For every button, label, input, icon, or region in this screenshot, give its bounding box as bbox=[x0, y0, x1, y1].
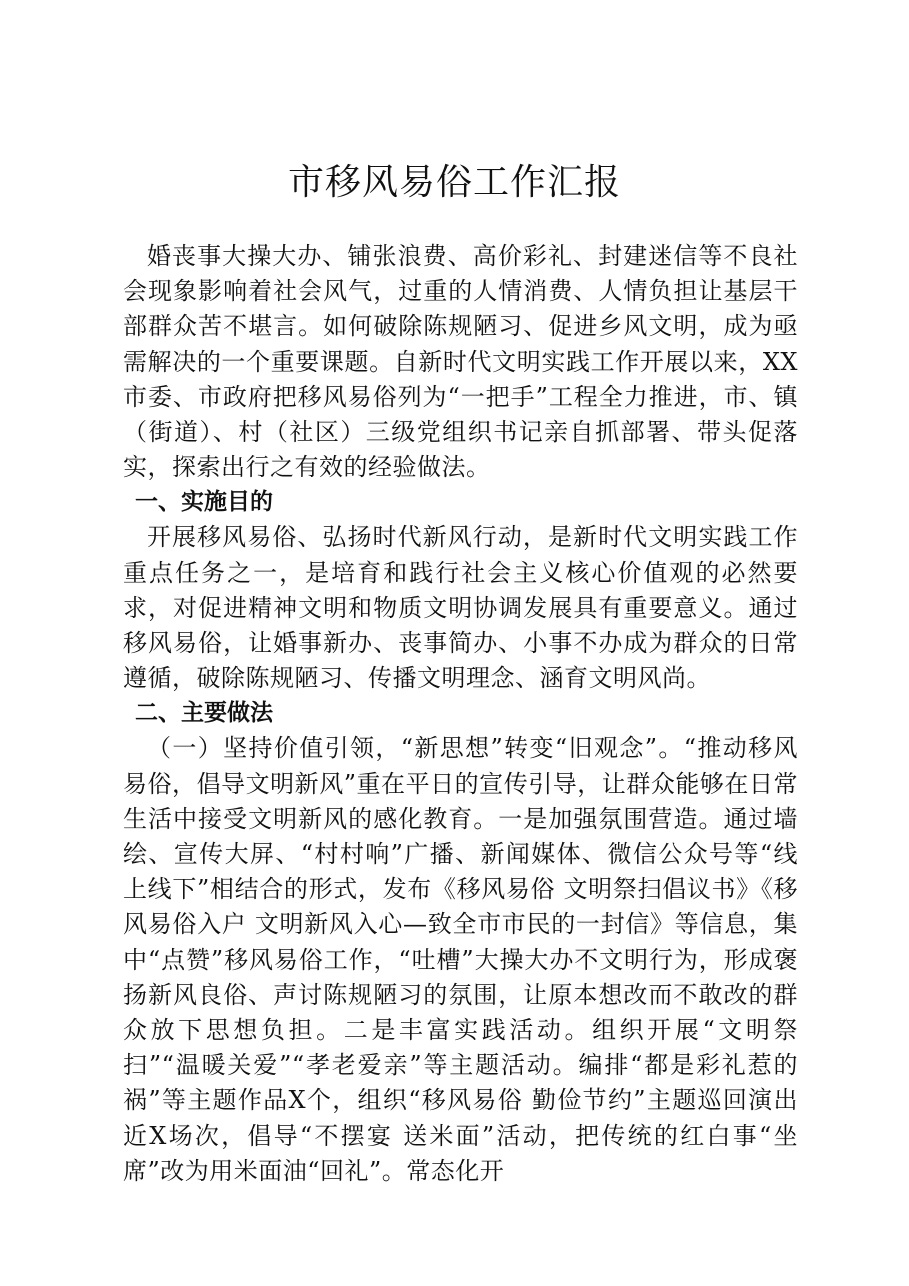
section-heading-practices: 二、主要做法 bbox=[135, 700, 273, 727]
intro-paragraph: 婚丧事大操大办、铺张浪费、高价彩礼、封建迷信等不良社会现象影响着社会风气，过重的人情消费、人情负担让基层干部群众苦不堪言。如何破除陈规陋习、促进乡风文明，成为亟需解决的一个重要课题。自新时代文明实践工作开展以来，XX市委、市政府把移风易俗列为“一把手”工程全力推进，市、镇（街道）、村（社区）三级党组织书记亲自抓部署、带头促落实，探索出行之有效的经验做法。 bbox=[123, 242, 798, 482]
section-heading-purpose: 一、实施目的 bbox=[135, 489, 273, 516]
practices-paragraph: （一）坚持价值引领，“新思想”转变“旧观念”。“推动移风易俗，倡导文明新风”重在平日的宣传引导，让群众能够在日常生活中接受文明新风的感化教育。一是加强氛围营造。通过墙绘、宣传大屏、“村村响”广播、新闻媒体、微信公众号等“线上线下”相结合的形式，发布《移风易俗 文明祭扫倡议书》《移风易俗入户 文明新风入心—致全市市民的一封信》等信息，集中“点赞”移风易俗工作，“吐槽”大操大办不文明行为，形成褒扬新风良俗、声讨陈规陋习的氛围，让原本想改而不敢改的群众放下思想负担。二是丰富实践活动。组织开展“文明祭扫”“温暖关爱”“孝老爱亲”等主题活动。编排“都是彩礼惹的祸”等主题作品X个，组织“移风易俗 勤俭节约”主题巡回演出近X场次，倡导“不摆宴 送米面”活动，把传统的红白事“坐席”改为用米面油“回礼”。常态化开 bbox=[123, 734, 798, 1185]
document-title: 市移风易俗工作汇报 bbox=[287, 162, 621, 203]
document-body bbox=[123, 239, 798, 1189]
purpose-paragraph: 开展移风易俗、弘扬时代新风行动，是新时代文明实践工作重点任务之一，是培育和践行社会主义核心价值观的必然要求，对促进精神文明和物质文明协调发展具有重要意义。通过移风易俗，让婚事新办、丧事简办、小事不办成为群众的日常遵循，破除陈规陋习、传播文明理念、涵育文明风尚。 bbox=[123, 523, 798, 693]
